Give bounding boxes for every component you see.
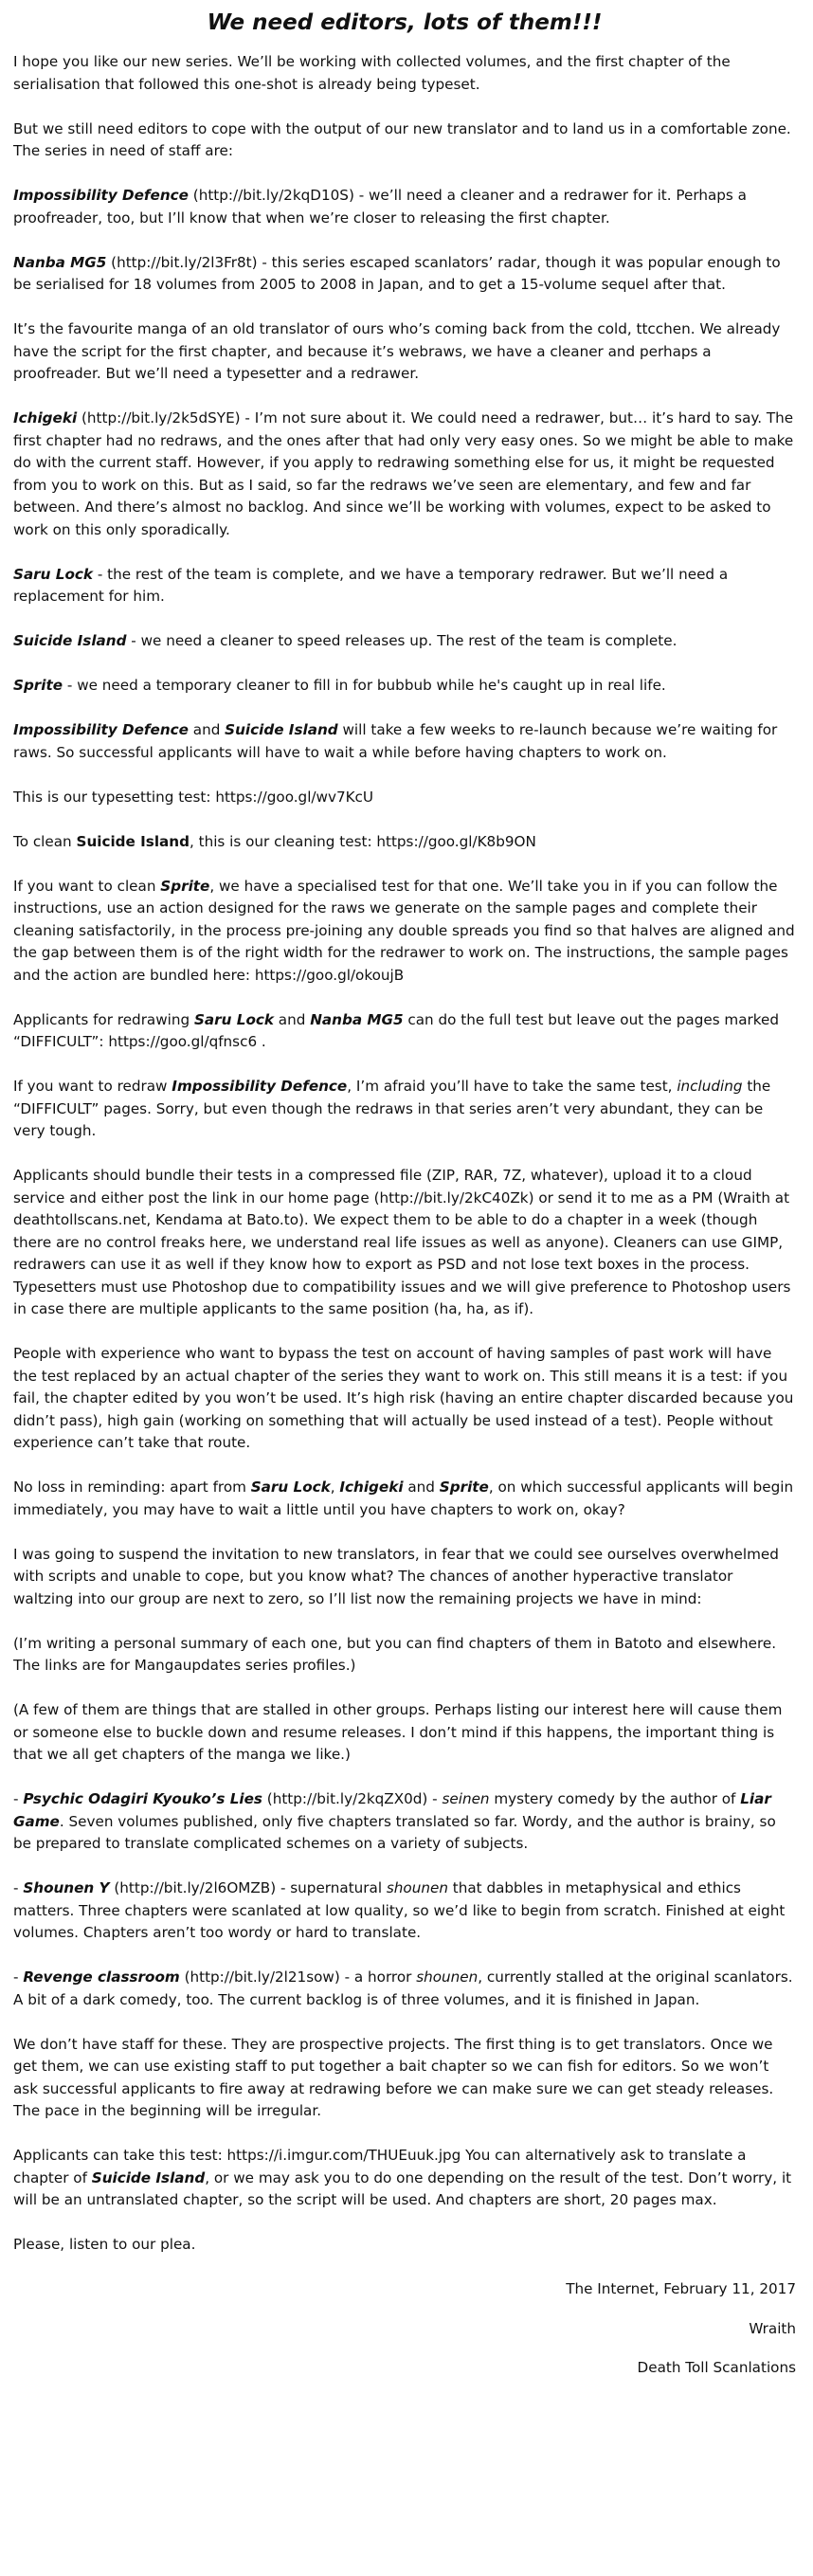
emphasis-title: Ichigeki: [13, 409, 78, 426]
text-run: will take a few weeks to re-launch because we’re waiting for raws. So successful applicants will have to wait a while before having chapters to work on.: [13, 721, 778, 761]
emphasis-title: Shounen Y: [23, 1879, 110, 1896]
paragraph: [13, 2145, 796, 2212]
emphasis-title: Sprite: [439, 1478, 489, 1496]
paragraph: [13, 318, 796, 386]
emphasis-title: Suicide Island: [91, 2168, 206, 2186]
text-run: But we still need editors to cope with the output of our new translator and to land us in a comfortable zone. The series in need of staff are:: [13, 119, 791, 159]
text-run: -: [13, 1879, 24, 1896]
paragraph: [13, 1544, 796, 1611]
text-run: and: [273, 1010, 311, 1028]
paragraph: [13, 252, 796, 297]
text-run: , on which successful applicants will begin immediately, you may have to wait a little until you have chapters to work on, okay?: [13, 1478, 794, 1518]
text-run: , or we may ask you to do one depending on the result of the test. Don’t worry, it will be an untranslated chapter, so the script will be used. And chapters are short, 20 pages max.: [13, 2168, 792, 2208]
paragraph: [13, 1009, 796, 1054]
text-run: the “DIFFICULT” pages. Sorry, but even though the redraws in that series aren’t very abundant, they can be very tough.: [13, 1078, 771, 1139]
text-run: , currently stalled at the original scanlators. A bit of a dark comedy, too. The current backlog is of three volumes, and it is finished in Japan.: [13, 1968, 793, 2008]
emphasis-italic: shounen: [386, 1879, 448, 1896]
emphasis-title: Saru Lock: [13, 565, 93, 583]
emphasis-title: Impossibility Defence: [13, 721, 189, 738]
text-run: , this is our cleaning test: https://goo.gl/K8b9ON: [189, 832, 536, 850]
text-run: , I’m afraid you’ll have to take the same test,: [347, 1078, 678, 1095]
text-run: People with experience who want to bypass the test on account of having samples of past work will have the test replaced by an actual chapter of the series they want to work on. This still means it is a test: if you fail, the chapter edited by you won’t be used. It’s high risk (having an entire chapter discarded because you didn’t pass), high gain (working on something that will actually be used instead of a test). People without experience can’t take that route.: [13, 1345, 794, 1451]
text-run: -: [13, 1968, 24, 1986]
text-run: . Seven volumes published, only five chapters translated so far. Wordy, and the author is brainy, so be prepared to translate complicated schemes on a variety of subjects.: [13, 1812, 776, 1852]
signature-author: Wraith: [749, 2319, 796, 2337]
emphasis-title: Impossibility Defence: [13, 187, 189, 204]
paragraph: [13, 118, 796, 163]
text-run: (http://bit.ly/2l3Fr8t) - this series escaped scanlators’ radar, though it was popular enough to be serialised for 18 volumes from 2005 to 2008 in Japan, and to get a 15-volume sequel after that.: [13, 253, 781, 293]
text-run: Please, listen to our plea.: [13, 2236, 196, 2253]
emphasis-title: Impossibility Defence: [172, 1078, 348, 1095]
text-run: Applicants can take this test: https://i.imgur.com/THUEuuk.jpg You can alternatively ask to translate a chapter of: [13, 2147, 747, 2186]
page-title: We need editors, lots of them!!!: [207, 10, 603, 35]
text-run: (http://bit.ly/2kqD10S) - we’ll need a cleaner and a redrawer for it. Perhaps a proofreader, too, but I’ll know that when we’re closer to releasing the first chapter.: [13, 187, 747, 227]
text-run: We don’t have staff for these. They are prospective projects. The first thing is to get translators. Once we get them, we can use existing staff to put together a bait chapter so we can fish for editors. So we won’t ask successful applicants to fire away at redrawing before we can make sure we can get steady releases. The pace in the beginning will be irregular.: [13, 2035, 774, 2119]
document-body: [13, 51, 796, 2257]
text-run: - the rest of the team is complete, and we have a temporary redrawer. But we’ll need a replacement for him.: [13, 565, 729, 605]
text-run: This is our typesetting test: https://goo.gl/wv7KcU: [13, 788, 374, 806]
paragraph: [13, 564, 796, 608]
text-run: (http://bit.ly/2l21sow) - a horror: [179, 1968, 417, 1986]
text-run: can do the full test but leave out the pages marked “DIFFICULT”: https://goo.gl/qfnsc6 .: [13, 1010, 780, 1050]
paragraph: [13, 1343, 796, 1455]
text-run: I hope you like our new series. We’ll be working with collected volumes, and the first chapter of the serialisation that followed this one-shot is already being typeset.: [13, 53, 731, 93]
emphasis-title: Nanba MG5: [310, 1010, 404, 1028]
emphasis-title: Saru Lock: [193, 1010, 274, 1028]
text-run: (A few of them are things that are stalled in other groups. Perhaps listing our interest here will cause them or someone else to buckle down and resume releases. I don’t mind if this happens, the important thing is that we all get chapters of the manga we like.): [13, 1701, 783, 1763]
emphasis-title: Sprite: [160, 877, 210, 895]
text-run: and: [403, 1478, 440, 1496]
text-run: (http://bit.ly/2kqZX0d) -: [262, 1790, 443, 1807]
text-run: mystery comedy by the author of: [489, 1790, 741, 1807]
signature-group: Death Toll Scanlations: [637, 2359, 796, 2376]
text-run: If you want to clean: [13, 877, 161, 895]
paragraph: [13, 719, 796, 764]
paragraph: [13, 1788, 796, 1856]
emphasis-title: Suicide Island: [13, 632, 127, 649]
emphasis-title: Revenge classroom: [23, 1968, 180, 1986]
text-run: that dabbles in metaphysical and ethics matters. Three chapters were scanlated at low quality, so we’d like to begin from scratch. Finished at eight volumes. Chapters aren’t too wordy or hard to translate.: [13, 1879, 786, 1941]
emphasis-italic: shounen: [416, 1968, 479, 1986]
emphasis-italic: including: [677, 1078, 743, 1095]
text-run: and: [188, 721, 226, 738]
text-run: ,: [330, 1478, 340, 1496]
text-run: If you want to redraw: [13, 1078, 172, 1095]
paragraph: [13, 185, 796, 229]
paragraph: [13, 1165, 796, 1321]
paragraph: [13, 1967, 796, 2011]
text-run: - we need a cleaner to speed releases up. The rest of the team is complete.: [126, 632, 678, 649]
paragraph: [13, 51, 796, 96]
text-run: I was going to suspend the invitation to new translators, in fear that we could see ourselves overwhelmed with scripts and unable to cope, but you know what? The chances of another hyperactive translator waltzing into our group are next to zero, so I’ll list now the remaining projects we have in mind:: [13, 1545, 779, 1607]
paragraph: [13, 787, 796, 809]
paragraph: [13, 876, 796, 988]
signature-place-date: The Internet, February 11, 2017: [566, 2280, 796, 2297]
text-run: No loss in reminding: apart from: [13, 1478, 251, 1496]
paragraph: [13, 1699, 796, 1767]
text-run: -: [13, 1790, 24, 1807]
text-run: (http://bit.ly/2l6OMZB) - supernatural: [109, 1879, 387, 1896]
paragraph: [13, 2234, 796, 2257]
text-run: Applicants for redrawing: [13, 1010, 194, 1028]
paragraph: [13, 2034, 796, 2123]
paragraph: [13, 1878, 796, 1945]
paragraph: [13, 1076, 796, 1143]
paragraph: [13, 630, 796, 653]
text-run: Applicants should bundle their tests in a compressed file (ZIP, RAR, 7Z, whatever), upload it to a cloud service and either post the link in our home page (http://bit.ly/2kC40Zk) or send it to me as a PM (Wraith at deathtollscans.net, Kendama at Bato.to). We expect them to be able to do a chapter in a week (though there are no control freaks here, we understand real life issues as well as anyone). Cleaners can use GIMP, redrawers can use it as well if they know how to export as PSD and not lose text boxes in the process. Typesetters must use Photoshop due to compatibility issues and we will give preference to Photoshop users in case there are multiple applicants to the same position (ha, ha, as if).: [13, 1167, 791, 1317]
text-run: , we have a specialised test for that one. We’ll take you in if you can follow the instructions, use an action designed for the raws we generate on the sample pages and complete their cleaning satisfactorily, in the process pre-joining any double spreads you find so that halves are aligned and the gap between them is of the right width for the redrawer to work on. The instructions, the sample pages and the action are bundled here: https://goo.gl/okoujB: [13, 877, 795, 984]
emphasis-title: Nanba MG5: [13, 253, 107, 271]
emphasis-title: Psychic Odagiri Kyouko’s Lies: [23, 1790, 262, 1807]
paragraph: [13, 408, 796, 541]
paragraph: [13, 1633, 796, 1678]
text-run: (I’m writing a personal summary of each one, but you can find chapters of them in Batoto and elsewhere. The links are for Mangaupdates series profiles.): [13, 1634, 777, 1674]
emphasis-title: Saru Lock: [250, 1478, 331, 1496]
paragraph: [13, 831, 796, 854]
text-run: To clean: [13, 832, 77, 850]
emphasis-italic: seinen: [442, 1790, 490, 1807]
text-run: It’s the favourite manga of an old translator of ours who’s coming back from the cold, ttcchen. We already have the script for the first chapter, and because it’s webraws, we have a cleaner and perhaps a proofreader. But we’ll need a typesetter and a redrawer.: [13, 320, 781, 382]
emphasis-title: Liar Game: [13, 1790, 771, 1830]
paragraph: [13, 1477, 796, 1521]
emphasis-title: Ichigeki: [339, 1478, 404, 1496]
emphasis-title: Suicide Island: [225, 721, 338, 738]
text-run: - we need a temporary cleaner to fill in for bubbub while he's caught up in real life.: [63, 677, 666, 694]
emphasis-bold: Suicide Island: [76, 832, 190, 850]
paragraph: [13, 675, 796, 698]
signature: [13, 2278, 796, 2380]
text-run: (http://bit.ly/2k5dSYE) - I’m not sure about it. We could need a redrawer, but… it’s hard to say. The first chapter had no redraws, and the ones after that had only very easy ones. So we might be able to make do with the current staff. However, if you apply to redrawing something else for us, it might be requested from you to work on this. But as I said, so far the redraws we’ve seen are elementary, and few and far between. And there’s almost no backlog. And since we’ll be working with volumes, expect to be asked to work on this only sporadically.: [13, 409, 794, 538]
emphasis-title: Sprite: [13, 677, 63, 694]
